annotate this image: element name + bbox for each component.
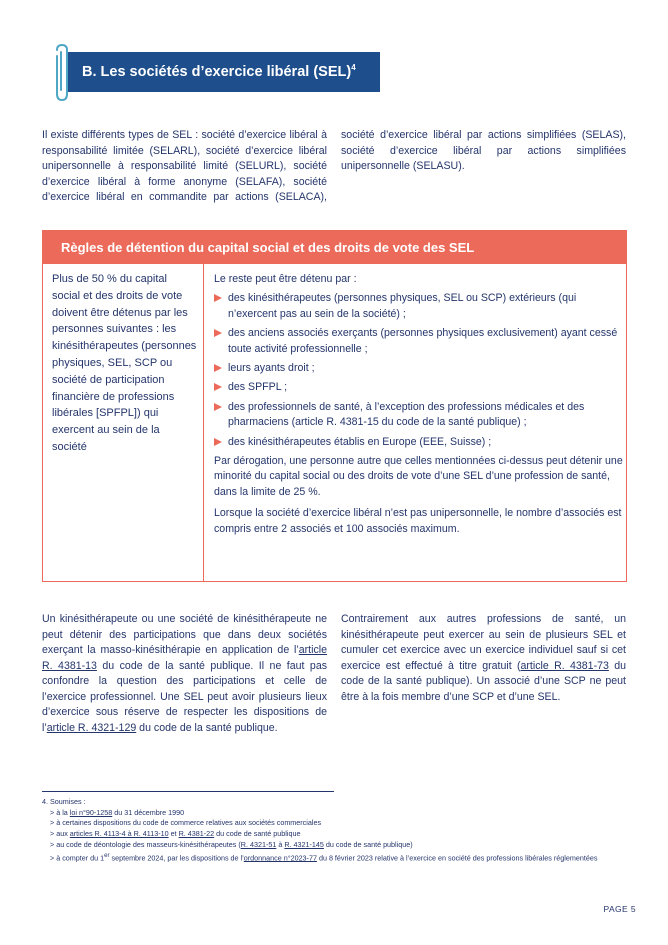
triangle-bullet-icon — [214, 438, 222, 446]
section-banner — [68, 52, 380, 92]
footnote-link[interactable]: ordonnance n°2023-77 — [243, 852, 317, 862]
footnote-link[interactable]: articles R. 4113-4 à R. 4113-10 — [69, 829, 169, 839]
body-text — [42, 612, 626, 762]
rules-left-column: Plus de 50 % du capital social et des droits de vote doivent être détenus par les personnes suivantes : les kinésithérapeutes (personnes physiques, SEL, SCP ou société de participation financière de professions libérales [SPFPL]) qui exercent au sein de la société — [52, 273, 197, 453]
footnote-link[interactable]: R. 4321-51 — [240, 839, 277, 849]
footnote-heading: 4. Soumises : — [42, 797, 86, 806]
body-paragraph-1: Un kinésithérapeute ou une société de kinésithérapeute ne peut détenir des participations que dans deux sociétés exerçant la masso-kinésithérapie en application de l’article R. 4381-13 du code de la santé publique. Il ne faut pas confondre la question des participations et celle de l’exercice professionnel. Une SEL peut avoir plusieurs lieux d’exercice sous réserve de respecter les dispositions de l’article R. 4321-129 du code de la santé publique. — [42, 613, 328, 734]
footnote-link[interactable]: loi n°90-1258 — [69, 807, 113, 817]
triangle-bullet-icon — [214, 294, 222, 302]
footnotes — [42, 797, 632, 864]
intro-paragraph: Il existe différents types de SEL : société d’exercice libéral à responsabilité limitée (SELARL), société d’exercice libéral unipersonnelle à responsabilité limité (SELURL), société d’exercice libéral à forme anonyme (SELAFA), société d’exercice libéral en commandite par actions (SELACA), société d’exercice libéral par actions simplifiées (SELAS), société d’exercice libéral par actions simplifiées unipersonnelle (SELASU). — [42, 129, 626, 203]
footnote-link[interactable]: R. 4321-145 — [284, 839, 324, 849]
footnote-item: > à certaines dispositions du code de commerce relatives aux sociétés commerciales — [50, 818, 322, 828]
rules-divider — [203, 264, 204, 582]
triangle-bullet-icon — [214, 364, 222, 372]
footnote-divider — [42, 791, 334, 792]
triangle-bullet-icon — [214, 403, 222, 411]
triangle-bullet-icon — [214, 329, 222, 337]
footnote-item: > à la loi n°90-1258 du 31 décembre 1990 — [50, 807, 185, 817]
footnote-item: > aux articles R. 4113-4 à R. 4113-10 et R. 4381-22 du code de santé publique — [50, 829, 301, 839]
article-link[interactable]: article R. 4381-73 — [520, 659, 609, 672]
triangle-bullet-icon — [214, 383, 222, 391]
paperclip-icon — [52, 42, 70, 104]
rules-right-column — [214, 272, 624, 543]
list-item: des professionnels de santé, à l’exception des professions médicales et des pharmaciens (article R. 4381-15 du code de la santé publique) ; — [214, 400, 624, 431]
list-item: des kinésithérapeutes établis en Europe (EEE, Suisse) ; — [214, 435, 624, 450]
page-number: PAGE 5 — [603, 904, 636, 914]
footnote-item: > à compter du 1er septembre 2024, par les dispositions de l’ordonnance n°2023-77 du 8 février 2023 relative à l’exercice en société des professions libérales réglementées — [50, 852, 598, 862]
list-item: des anciens associés exerçants (personnes physiques exclusivement) ayant cessé toute activité professionnelle ; — [214, 326, 624, 357]
footnote-item: > au code de déontologie des masseurs-kinésithérapeutes (R. 4321-51 à R. 4321-145 du code de santé publique) — [50, 839, 413, 849]
derogation-paragraph: Par dérogation, une personne autre que celles mentionnées ci-dessus peut détenir une minorité du capital social ou des droits de vote d’une SEL d’une profession de santé, dans la limite de 25 %. — [214, 455, 623, 498]
rules-right-intro: Le reste peut être détenu par : — [214, 273, 357, 285]
list-item: leurs ayants droit ; — [214, 361, 624, 376]
rules-list — [214, 291, 624, 450]
list-item: des SPFPL ; — [214, 380, 624, 395]
article-link[interactable]: article R. 4321-129 — [46, 721, 137, 734]
rules-header: Règles de détention du capital social et des droits de vote des SEL — [43, 231, 626, 264]
list-item: des kinésithérapeutes (personnes physiques, SEL ou SCP) extérieurs (qui n’exercent pas au sein de la société) ; — [214, 291, 624, 322]
body-paragraph-2: Contrairement aux autres professions de santé, un kinésithérapeute peut exercer au sein de plusieurs SEL et cumuler cet exercice avec un exercice individuel sauf si cet exercice est effectué à titre gratuit (article R. 4381-73 du code de la santé publique). Un associé d’une SCP ne peut être à la fois membre d’une SCP et d’une SEL. — [341, 613, 626, 703]
rules-box — [42, 230, 627, 582]
footnote-link[interactable]: R. 4381-22 — [178, 829, 215, 839]
associates-paragraph: Lorsque la société d’exercice libéral n’est pas unipersonnelle, le nombre d’associés est compris entre 2 associés et 100 associés maximum. — [214, 507, 622, 535]
article-link[interactable]: article R. 4381-13 — [42, 644, 327, 672]
section-title: B. Les sociétés d’exercice libéral (SEL)$^4$ — [82, 63, 356, 80]
